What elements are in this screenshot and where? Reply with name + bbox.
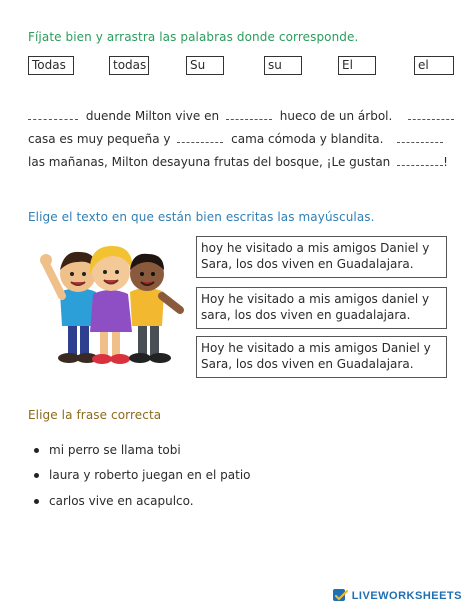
sentence-choice-instruction: Elige la frase correcta <box>28 408 162 422</box>
sentence-option-3[interactable]: carlos vive en acapulco. <box>34 494 194 508</box>
liveworksheets-logo <box>333 589 462 603</box>
kids-illustration <box>38 234 188 369</box>
sentence-line-1: duende Milton vive en hueco de un árbol. <box>28 109 454 124</box>
sentence-option-2[interactable]: laura y roberto juegan en el patio <box>34 468 251 482</box>
drop-blank[interactable] <box>408 109 454 120</box>
logo-text: LIVEWORKSHEETS <box>351 590 462 602</box>
sentence-line-3: las mañanas, Milton desayuna frutas del bosque, ¡Le gustan ! <box>28 155 448 169</box>
word-chip-el-upper[interactable]: El <box>338 56 376 75</box>
drop-blank[interactable] <box>397 155 443 166</box>
drop-blank[interactable] <box>397 132 443 143</box>
sentence-option-1[interactable]: mi perro se llama tobi <box>34 443 181 457</box>
drop-blank[interactable] <box>28 109 78 120</box>
drag-instruction: Fíjate bien y arrastra las palabras donde corresponde. <box>28 30 359 44</box>
capitalization-option-1[interactable]: hoy he visitado a mis amigos Daniel y Sara, los dos viven en Guadalajara. <box>196 236 447 278</box>
drop-blank[interactable] <box>177 132 223 143</box>
sentence-line-2: casa es muy pequeña y cama cómoda y blandita. <box>28 132 443 147</box>
word-chip-su-upper[interactable]: Su <box>186 56 224 75</box>
drop-blank[interactable] <box>226 109 272 120</box>
capitalization-option-3[interactable]: Hoy he visitado a mis amigos Daniel y Sara, los dos viven en Guadalajara. <box>196 336 447 378</box>
word-chip-todas-lower[interactable]: todas <box>109 56 149 75</box>
capitalization-instruction: Elige el texto en que están bien escritas las mayúsculas. <box>28 210 375 224</box>
word-chip-su-lower[interactable]: su <box>264 56 302 75</box>
word-chip-el-lower[interactable]: el <box>414 56 454 75</box>
capitalization-option-2[interactable]: Hoy he visitado a mis amigos daniel y sara, los dos viven en guadalajara. <box>196 287 447 329</box>
bullet-icon <box>34 448 39 453</box>
word-chip-todas-upper[interactable]: Todas <box>28 56 74 75</box>
bullet-icon <box>34 473 39 478</box>
logo-icon <box>333 589 349 603</box>
bullet-icon <box>34 499 39 504</box>
